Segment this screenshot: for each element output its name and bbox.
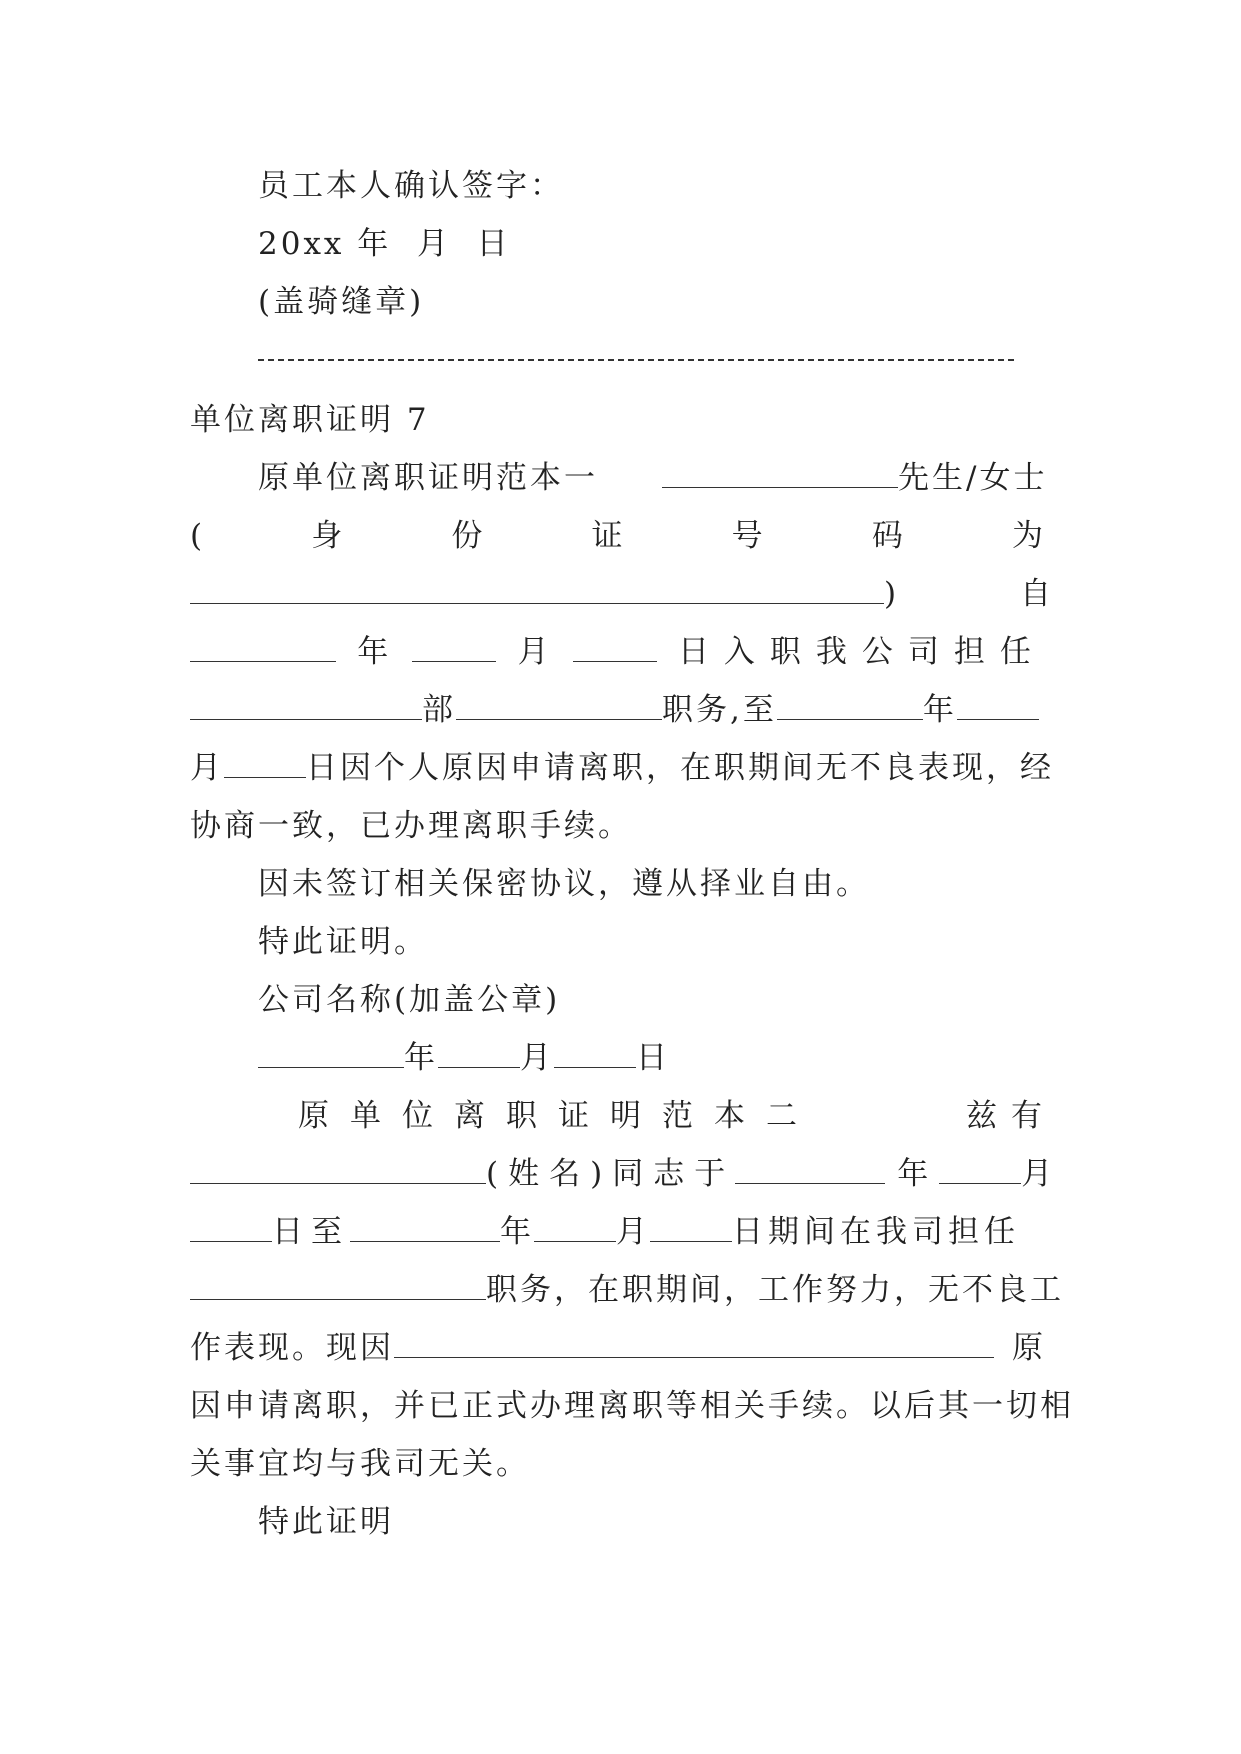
department-line [190, 690, 1039, 730]
unrelated-line: 关事宜均与我司无关。 [190, 1446, 530, 1482]
dept-word: 部 [422, 692, 456, 728]
name-blank [190, 1157, 486, 1184]
year-word: 年 [404, 1040, 438, 1076]
day-blank [573, 635, 657, 662]
start-month-blank [939, 1157, 1021, 1184]
id-char: 码 [871, 518, 906, 554]
name-blank [662, 461, 898, 488]
entry-text: 日入职我公司担任 [677, 634, 1046, 670]
sample1-title: 原单位离职证明范本一 [258, 460, 598, 496]
name-label: (姓名)同志于 [486, 1156, 736, 1192]
certify-line: 特此证明。 [258, 924, 428, 960]
reason-blank [394, 1331, 994, 1358]
close-paren: ) [884, 576, 900, 612]
month-word: 月 [517, 634, 552, 670]
month-blank [438, 1041, 520, 1068]
period-text: 日期间在我司担任 [732, 1214, 1020, 1250]
sample1-salutation-line [662, 458, 1047, 498]
id-blank-line [190, 574, 899, 614]
agreement-line: 协商一致，已办理离职手续。 [190, 808, 632, 844]
month-word: 月 [1021, 1156, 1056, 1192]
year-blank [190, 635, 336, 662]
id-number-blank [190, 577, 884, 604]
year-word: 年 [897, 1156, 932, 1192]
reason-line [190, 748, 1054, 788]
from-word: 自 [1020, 576, 1054, 612]
end-year-word: 年 [922, 692, 957, 728]
reason-char: 原 [1012, 1330, 1046, 1366]
post-word: 职务,至 [662, 692, 777, 728]
year-blank [258, 1041, 404, 1068]
confidential-line: 因未签订相关保密协议，遵从择业自由。 [258, 866, 870, 902]
sample1-date-line [258, 1038, 670, 1078]
id-number-line [190, 516, 1046, 556]
id-char: 号 [731, 518, 766, 554]
salutation: 先生/女士 [898, 460, 1048, 496]
id-char: 身 [311, 518, 346, 554]
id-char: 证 [591, 518, 626, 554]
year-word: 年 [357, 634, 392, 670]
hereby-word: 兹有 [966, 1098, 1056, 1134]
end-day-blank [650, 1215, 732, 1242]
day-word: 日 [636, 1040, 670, 1076]
post-blank [456, 693, 662, 720]
day-blank [554, 1041, 636, 1068]
seal-note: (盖骑缝章) [258, 284, 425, 320]
end-month-blank [534, 1215, 616, 1242]
section-heading: 单位离职证明 7 [190, 402, 430, 438]
period-line [190, 1212, 1020, 1252]
end-day-blank [224, 751, 306, 778]
month-blank [412, 635, 496, 662]
start-day-blank [190, 1215, 272, 1242]
dashed-separator [258, 359, 1014, 361]
dept-blank [190, 693, 422, 720]
id-char: 份 [451, 518, 486, 554]
position-blank [190, 1273, 486, 1300]
entry-date-line [190, 632, 1046, 672]
duty-line [190, 1270, 1064, 1310]
year-word: 年 [500, 1214, 534, 1250]
month-word: 月 [520, 1040, 554, 1076]
company-name-line: 公司名称(加盖公章) [258, 982, 561, 1018]
performance-text: 作表现。现因 [190, 1330, 394, 1366]
reason-text: 日因个人原因申请离职，在职期间无不良表现，经 [306, 750, 1054, 786]
start-year-blank [735, 1157, 885, 1184]
employee-signature-label: 员工本人确认签字： [258, 168, 564, 204]
id-char: 为 [1011, 518, 1046, 554]
day-to-word: 日至 [272, 1214, 350, 1250]
month-word: 月 [616, 1214, 650, 1250]
resign-line: 因申请离职，并已正式办理离职等相关手续。以后其一切相 [190, 1388, 1074, 1424]
performance-line [190, 1328, 994, 1368]
end-month-blank [957, 693, 1039, 720]
date-line: 20xx 年 月 日 [258, 226, 511, 262]
duty-text: 职务，在职期间，工作努力，无不良工 [486, 1272, 1064, 1308]
month-word: 月 [190, 750, 224, 786]
end-year-blank [350, 1215, 500, 1242]
sample2-title: 原单位离职证明范本二 [298, 1098, 818, 1134]
end-year-blank [777, 693, 923, 720]
name-line [190, 1154, 1055, 1194]
id-char: ( [190, 518, 206, 554]
sample2-certify-line: 特此证明 [258, 1504, 394, 1540]
